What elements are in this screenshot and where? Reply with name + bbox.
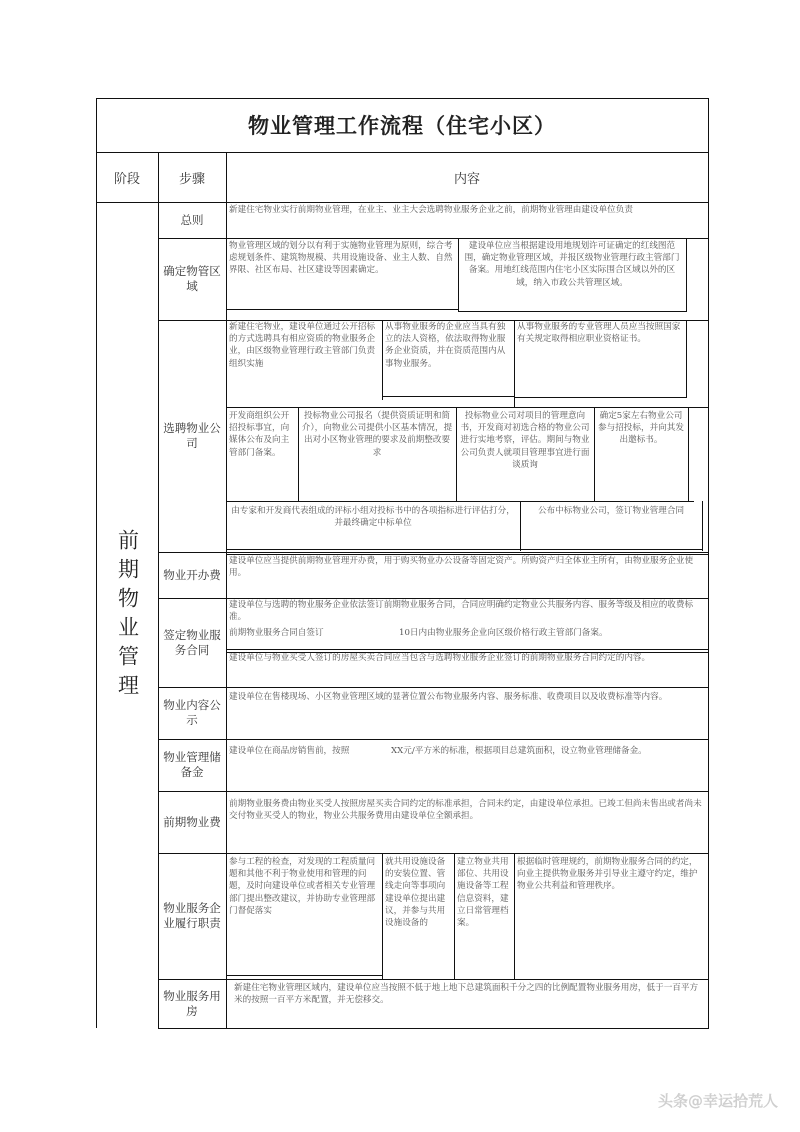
step-duty: 物业服务企业履行职责 (163, 901, 221, 930)
row-line (158, 791, 708, 792)
cell-contract-1: 建设单位与选聘的物业服务企业依法签订前期物业服务合同，合同应明确约定物业公共服务内容、服务等级及相应的收费标准。 (229, 600, 694, 623)
cell-line (226, 554, 708, 555)
cell-select-3: 从事物业服务的专业管理人员应当按照国家有关规定取得相应职业资格证书。 (517, 322, 681, 345)
header-step: 步骤 (178, 171, 205, 187)
cell-line (520, 501, 521, 551)
cell-line (702, 501, 703, 551)
row-line (158, 552, 708, 553)
border-left (96, 98, 97, 1028)
cell-line (686, 238, 687, 312)
cell-publicity: 建设单位在售楼现场、小区物业管理区域的显著位置公布物业服务内容、服务标准、收费项目以及收费标准等内容。 (229, 692, 668, 702)
row-line (158, 687, 708, 688)
cell-line (226, 501, 694, 502)
cell-contract-2: 前期物业服务合同自签订 (229, 628, 324, 638)
cell-line (454, 853, 455, 979)
step-fee: 前期物业费 (163, 814, 221, 829)
cell-startup: 建设单位应当提供前期物业管理开办费，用于购买物业办公设备等固定资产。所购资产归全体业主所有，由物业服务企业使用。 (229, 556, 694, 579)
header-stage: 阶段 (113, 171, 140, 187)
cell-select-1: 新建住宅物业，建设单位通过公开招标的方式选聘具有相应资质的物业服务企业，由区级物业管理行政主管部门负责组织实施 (229, 322, 376, 369)
cell-select-5: 投标物业公司报名（提供资质证明和简介），向物业公司提供小区基本情况，提出对小区物业管理的要求及前期整改要求 (301, 411, 453, 458)
step-publicity: 物业内容公示 (163, 698, 221, 727)
border-bottom (158, 1028, 709, 1029)
cell-area-2: 建设单位应当根据建设用地规划许可证确定的红线图范围，确定物业管理区域，并报区级物业管理行政主管部门备案。用地红线范围内住宅小区实际围合区域以外的区域，纳入市政公共管理区域。 (464, 241, 680, 288)
cell-line (226, 309, 458, 310)
step-reserve: 物业管理储备金 (163, 750, 221, 779)
cell-duty-3: 建立物业共用部位、共用设施设备等工程信息资料，建立日常管理档案。 (457, 857, 509, 929)
cell-line (382, 853, 383, 979)
cell-line (226, 652, 708, 653)
cell-line (226, 975, 382, 976)
cell-room: 新建住宅物业管理区域内，建设单位应当按照不低于地上地下总建筑面积千分之四的比例配置物业服务用房，低于一百平方米的按照一百平方米配置，并无偿移交。 (234, 983, 699, 1006)
row-line (158, 238, 708, 239)
cell-line (382, 320, 383, 400)
step-general: 总则 (180, 213, 204, 227)
cell-duty-4: 根据临时管理规约，前期物业服务合同的约定，向业主提供物业服务并引导业主遵守约定，维护物业公共利益和管理秩序。 (517, 857, 698, 892)
step-contract: 签定物业服务合同 (163, 627, 221, 657)
cell-select-4: 开发商组织公开招投标事宜，向媒体公布及向主管部门备案。 (229, 411, 290, 458)
cell-select-2: 从事物业服务的企业应当具有独立的法人资格，依法取得物业服务企业资质，并在资质范围内从事物业服务。 (385, 322, 506, 369)
cell-select-7: 确定5家左右物业公司参与招投标，并向其发出邀标书。 (598, 411, 684, 446)
step-select: 选聘物业公司 (163, 421, 221, 450)
cell-line (514, 320, 515, 408)
cell-line (226, 649, 708, 650)
row-line (158, 598, 708, 599)
cell-line (458, 238, 459, 312)
step-startup: 物业开办费 (163, 567, 221, 582)
cell-contract-4: 建设单位与物业买受人签订的房屋买卖合同应当包含与选聘物业服务企业签订的前期物业服务合同约定的内容。 (229, 653, 651, 663)
page-title: 物业管理工作流程（住宅小区） (248, 113, 556, 138)
phase-label: 前期物业管理 (115, 528, 140, 703)
border-title-bottom (96, 152, 708, 153)
row-line (158, 739, 708, 740)
step-room: 物业服务用房 (163, 988, 221, 1018)
cell-reserve-1: 建设单位在商品房销售前，按照 (229, 746, 350, 756)
divider-stage (158, 152, 159, 1029)
row-line (158, 853, 708, 854)
step-area: 确定物管区域 (163, 264, 221, 293)
cell-general: 新建住宅物业实行前期物业管理，在业主、业主大会选聘物业服务企业之前，前期物业管理由建设单位负责 (229, 205, 633, 215)
cell-duty-2: 就共用设施设备的安装位置、管线走向等事项向建设单位提出建议，并参与共用设施设备的 (385, 857, 446, 929)
cell-line (458, 311, 686, 312)
row-line (158, 320, 708, 321)
cell-line (594, 407, 595, 501)
cell-line (382, 396, 514, 397)
cell-reserve-cont (226, 758, 708, 784)
cell-line (456, 407, 457, 501)
cell-line (226, 549, 702, 550)
cell-area-1: 物业管理区域的划分以有利于实施物业管理为原则，综合考虑规划条件、建筑物规模、共用设施设备、业主人数、自然界限、社区布局、社区建设等因素确定。 (229, 241, 453, 276)
watermark: 头条@幸运拾荒人 (657, 1092, 778, 1110)
cell-select-9: 公布中标物业公司，签订物业管理合同 (537, 506, 685, 516)
cell-line (688, 407, 689, 501)
cell-line (686, 320, 687, 398)
border-right (708, 98, 709, 1029)
border-header-bottom (96, 202, 708, 203)
cell-select-8: 由专家和开发商代表组成的评标小组对投标书中的各项指标进行评估打分，并最终确定中标单位 (231, 506, 515, 529)
border-top (96, 98, 708, 99)
row-line (158, 979, 708, 980)
divider-step (226, 152, 227, 1029)
cell-line (514, 397, 686, 398)
cell-fee: 前期物业服务费由物业买受人按照房屋买卖合同约定的标准承担，合同未约定，由建设单位承担。已竣工但尚未售出或者尚未交付物业买受人的物业，物业公共服务费用由建设单位全额承担。 (229, 799, 702, 822)
header-content: 内容 (453, 171, 480, 187)
cell-line (514, 853, 515, 979)
cell-reserve-2: XX元/平方米的标准，根据项目总建筑面积，设立物业管理储备金。 (391, 746, 647, 756)
cell-duty-1: 参与工程的检查，对发现的工程质量问题和其他不利于物业使用和管理的问题，及时向建设单位或者相关专业管理部门提出整改建议，并协助专业管理部门督促落实 (229, 857, 376, 916)
cell-select-6: 投标物业公司对项目的管理意向书，开发商对初选合格的物业公司进行实地考察，评估。期间与物业公司负责人就项目管理事宜进行面谈质询 (460, 411, 590, 470)
cell-contract-3: 10日内由物业服务企业向区级价格行政主管部门备案。 (399, 628, 608, 638)
cell-line (298, 407, 299, 501)
